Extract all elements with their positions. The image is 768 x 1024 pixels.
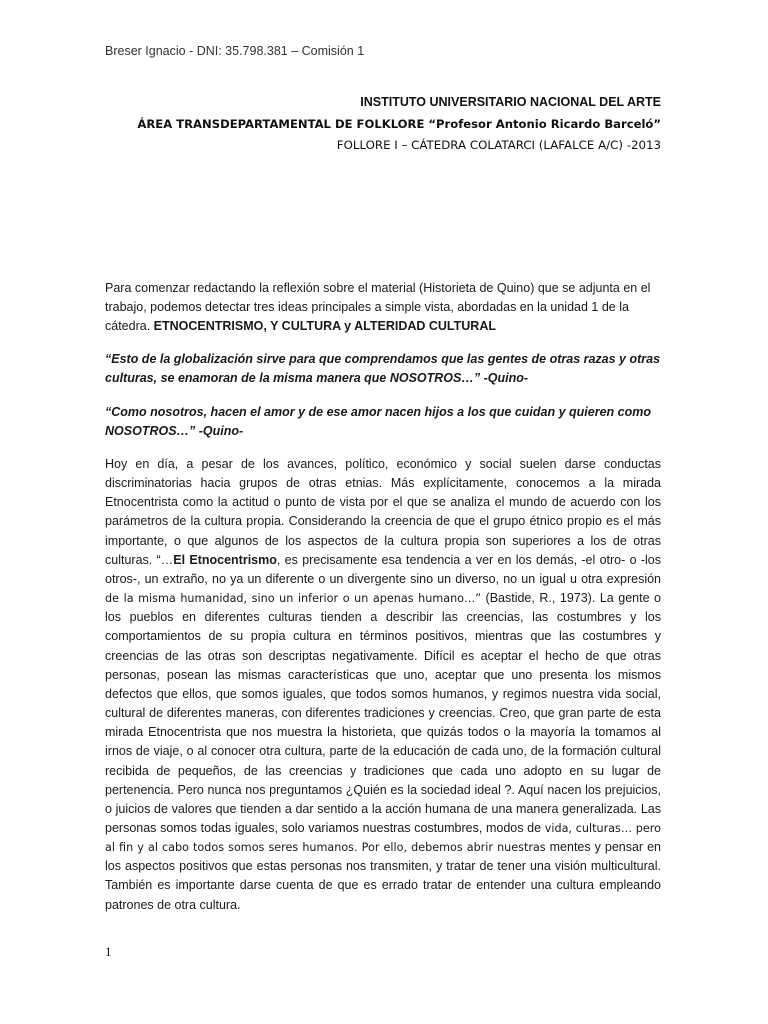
main-text-4: (Bastide, R., 1973). La gente o los pueblos en diferentes culturas tienden a describir las creencias, las costumbres y los comportamientos de su propia cultura en términos positivos, mientras que las costumbres y creencias de las otras son descriptas negativamente. Difícil es aceptar el hecho de que otras personas, posean las mismas características que uno, aceptar que uno presenta los mismos defectos que ellos, que somos iguales, que todos somos humanos, y regimos nuestra vida social, cultural de diferentes maneras, con diferentes tradiciones y creencias. Creo, que gran parte de esta mirada Etnocentrista que nos muestra la historieta, que quizás todos o la mayoría la tomamos al irnos de viaje, o al conocer otra cultura, parte de la educación de cada uno, de la formación cultural recibida de pequeños, de las creencias y tradiciones que cada uno adopto en su lugar de pertenencia. Pero nunca nos preguntamos ¿Quién es la sociedad ideal ?. Aquí nacen los prejuicios, o juicios de valores que tienden a dar sentido a la acción humana de una manera generalizada. Las personas somos todas iguales, solo variamos nuestras costumbres, modos de (105, 591, 661, 835)
main-text-5: vida, culturas… pero al fin y al cabo todos somos seres humanos. Por ello, debemos abrir nuestras (105, 821, 661, 855)
intro-paragraph (105, 279, 661, 336)
main-text-1: Hoy en día, a pesar de los avances, político, económico y social suelen darse conductas discriminatorias hacia grupos de otras etnias. Más explícitamente, conocemos a la mirada Etnocentrista como la actitud o punto de vista por el que se analiza el mundo de acuerdo con los parámetros de la cultura propia. Considerando la creencia de que el grupo étnico propio es el más importante, o que algunos de los aspectos de la cultura propia son superiores a los de otras culturas. “… (105, 457, 661, 567)
course-title: FOLLORE I – CÁTEDRA COLATARCI (LAFALCE A/C) -2013 (336, 138, 661, 152)
intro-topics: ETNOCENTRISMO, Y CULTURA y ALTERIDAD CULTURAL (153, 319, 496, 333)
quote-globalizacion: “Esto de la globalización sirve para que comprendamos que las gentes de otras razas y otras culturas, se enamoran de la misma manera que NOSOTROS…” -Quino- (105, 352, 661, 385)
intro-text: Para comenzar redactando la reflexión sobre el material (Historieta de Quino) que se adjunta en el trabajo, podemos detectar tres ideas principales a simple vista, abordadas en la unidad 1 de la cátedra. (105, 281, 651, 333)
main-text-2: , es precisamente esa tendencia a ver en los demás, -el otro- o -los otros-, un extraño, no ya un diferente o un divergente sino un diverso, no un igual u otra expresión (105, 552, 662, 586)
author-line: Breser Ignacio - DNI: 35.798.381 – Comisión 1 (105, 44, 365, 58)
main-text-citation: de la misma humanidad, sino un inferior o un apenas humano…” (105, 592, 482, 606)
area-title: ÁREA TRANSDEPARTAMENTAL DE FOLKLORE “Profesor Antonio Ricardo Barceló” (137, 117, 661, 131)
institution-title: INSTITUTO UNIVERSITARIO NACIONAL DEL ARTE (360, 95, 661, 109)
main-term-etnocentrismo: El Etnocentrismo (173, 552, 277, 567)
page-number: 1 (105, 944, 112, 959)
quote-nosotros: “Como nosotros, hacen el amor y de ese amor nacen hijos a los que cuidan y quieren como NOSOTROS…” -Quino- (105, 405, 651, 438)
main-text-6: mentes y pensar en los aspectos positivos que estas personas nos transmiten, y tratar de tener una visión multicultural. También es importante darse cuenta de que es errado tratar de entender una cultura empleando patrones de otra cultura. (105, 840, 661, 912)
main-paragraph (105, 455, 661, 915)
